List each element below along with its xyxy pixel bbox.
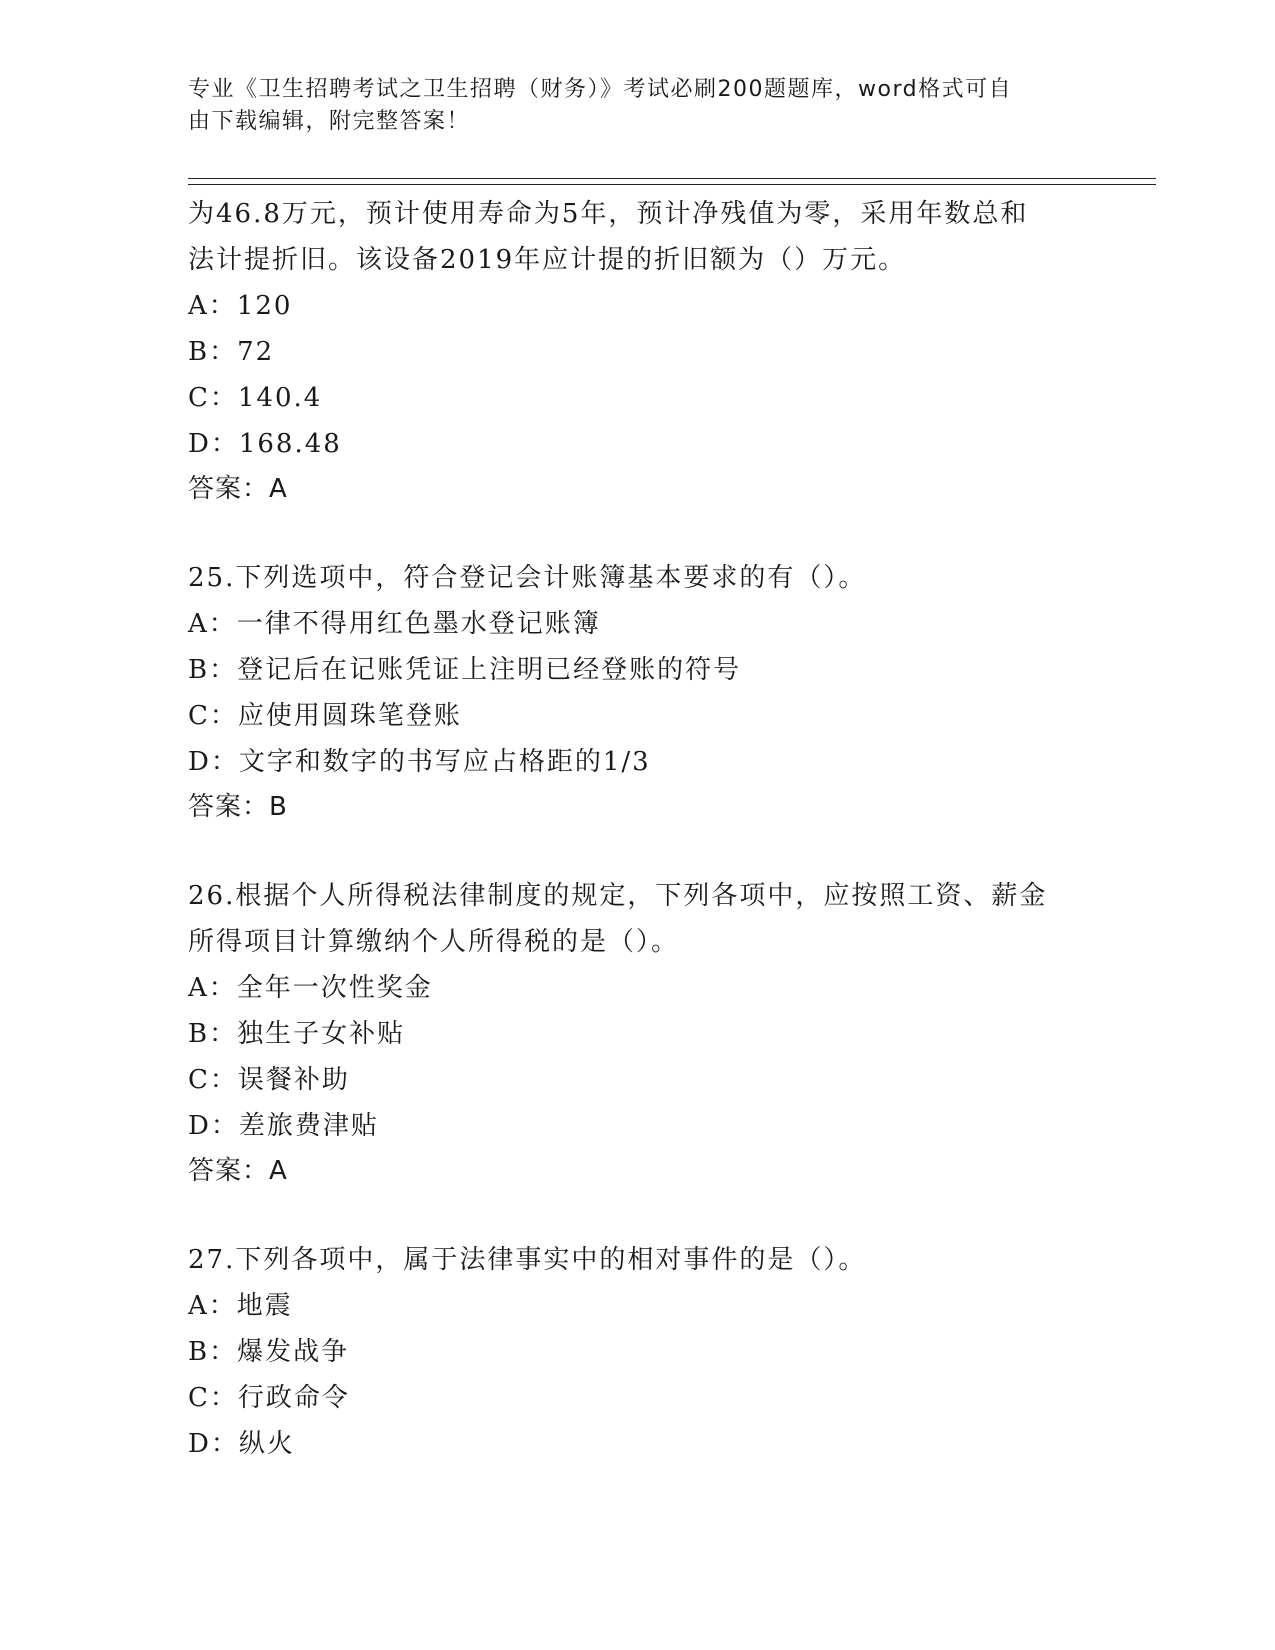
question-text-line: 27.下列各项中，属于法律事实中的相对事件的是（）。: [188, 1245, 867, 1275]
option-c: C：140.4: [188, 383, 323, 413]
header-line-2: 由下载编辑，附完整答案！: [188, 109, 471, 134]
answer: 答案：A: [188, 474, 288, 504]
question-text-line: 法计提折旧。该设备2019年应计提的折旧额为（）万元。: [188, 245, 907, 275]
question-26: [188, 873, 1088, 1193]
option-a: A：地震: [188, 1291, 293, 1321]
option-b: B：登记后在记账凭证上注明已经登账的符号: [188, 655, 742, 685]
spacer: [188, 829, 1088, 873]
question-24: [188, 191, 1088, 511]
header-divider-bottom: [188, 184, 1156, 185]
option-a: A：全年一次性奖金: [188, 973, 433, 1003]
question-25: [188, 555, 1088, 829]
question-text-line: 25.下列选项中，符合登记会计账簿基本要求的有（）。: [188, 563, 867, 593]
option-c: C：误餐补助: [188, 1065, 350, 1095]
option-c: C：应使用圆珠笔登账: [188, 701, 462, 731]
option-d: D：差旅费津贴: [188, 1111, 379, 1141]
answer: 答案：B: [188, 792, 288, 822]
question-list: [188, 191, 1088, 1467]
header-divider-top: [188, 178, 1156, 179]
option-d: D：文字和数字的书写应占格距的1/3: [188, 747, 651, 777]
option-b: B：爆发战争: [188, 1337, 350, 1367]
question-27: [188, 1237, 1088, 1467]
answer: 答案：A: [188, 1156, 288, 1186]
option-a: A：一律不得用红色墨水登记账簿: [188, 609, 601, 639]
question-text-line: 所得项目计算缴纳个人所得税的是（）。: [188, 927, 680, 957]
option-a: A：120: [188, 291, 293, 321]
option-b: B：独生子女补贴: [188, 1019, 406, 1049]
spacer: [188, 1193, 1088, 1237]
question-text-line: 为46.8万元，预计使用寿命为5年，预计净残值为零，采用年数总和: [188, 199, 1029, 229]
option-b: B：72: [188, 337, 275, 367]
option-d: D：纵火: [188, 1429, 295, 1459]
option-d: D：168.48: [188, 429, 342, 459]
document-header: [188, 74, 1068, 138]
spacer: [188, 511, 1088, 555]
question-text-line: 26.根据个人所得税法律制度的规定，下列各项中，应按照工资、薪金: [188, 881, 1048, 911]
header-line-1: 专业《卫生招聘考试之卫生招聘（财务）》考试必刷200题题库，word格式可自: [188, 77, 1013, 102]
option-c: C：行政命令: [188, 1383, 350, 1413]
